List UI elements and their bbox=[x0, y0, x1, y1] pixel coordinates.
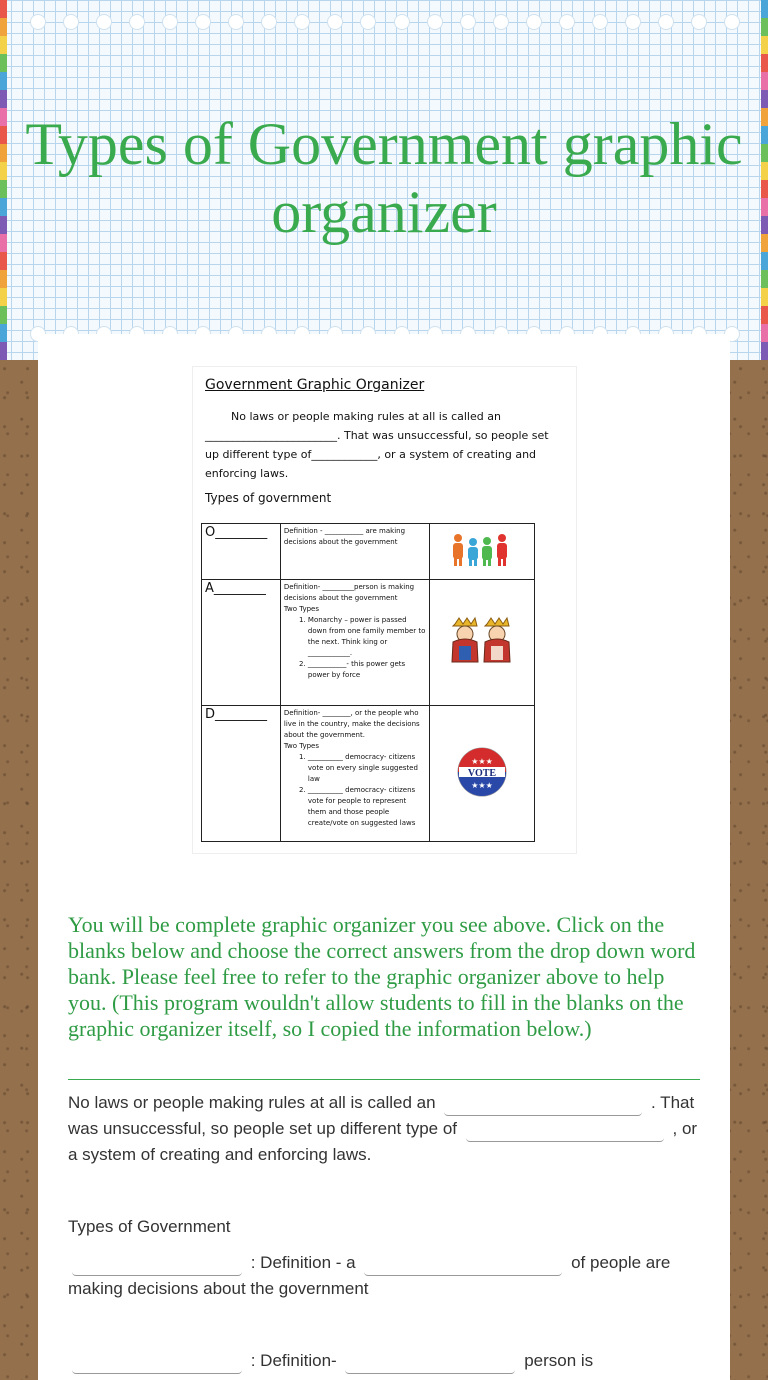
page-title: Types of Government graphic organizer bbox=[25, 111, 743, 245]
svg-text:★★★: ★★★ bbox=[471, 780, 493, 790]
q2-text-2: of people are making decisions about the government bbox=[68, 1253, 671, 1298]
organizer-types-heading: Types of government bbox=[205, 491, 332, 505]
types-list bbox=[284, 752, 426, 829]
svg-text:★★★: ★★★ bbox=[471, 756, 493, 766]
organizer-title: Government Graphic Organizer bbox=[205, 377, 425, 393]
king-queen-icon bbox=[430, 580, 535, 706]
list-item: 2. ___________- this power gets power by force bbox=[308, 659, 426, 681]
row-definition bbox=[280, 524, 429, 580]
q1-text-1: No laws or people making rules at all is called an bbox=[68, 1093, 436, 1112]
oligarchy-blank-dropdown[interactable] bbox=[72, 1253, 242, 1276]
two-types-label: Two Types bbox=[283, 742, 319, 750]
q2-text-1: : Definition - a bbox=[250, 1253, 356, 1272]
q3-text-1: : Definition- bbox=[250, 1351, 337, 1370]
row-definition bbox=[280, 580, 429, 706]
row-letter: A________ bbox=[202, 580, 281, 706]
types-of-government-heading: Types of Government bbox=[68, 1217, 231, 1236]
worksheet-card bbox=[38, 334, 730, 1380]
divider bbox=[68, 1079, 700, 1080]
autocracy-blank-dropdown[interactable] bbox=[72, 1351, 242, 1374]
vote-button-icon bbox=[430, 706, 535, 842]
row-definition bbox=[280, 706, 429, 842]
q1-text-2: . That was unsuccessful, so people set up different type of bbox=[68, 1093, 695, 1138]
two-types-label: Two Types bbox=[283, 605, 319, 613]
graphic-organizer-image bbox=[192, 366, 577, 854]
types-list bbox=[284, 615, 426, 681]
question-3 bbox=[68, 1348, 698, 1374]
anarchy-blank-dropdown[interactable] bbox=[444, 1093, 642, 1116]
organizer-row-o bbox=[202, 524, 535, 580]
binder-holes-top bbox=[30, 14, 740, 32]
people-group-icon bbox=[430, 524, 535, 580]
q1-text-3: , or a system of creating and enforcing laws. bbox=[68, 1119, 698, 1164]
government-blank-dropdown[interactable] bbox=[466, 1119, 664, 1142]
definition-text: Definition- ________, or the people who live in the country, make the decisions about the government. bbox=[283, 709, 420, 739]
definition-text: Definition- _________person is making decisions about the government bbox=[283, 583, 415, 602]
organizer-table bbox=[201, 523, 535, 842]
instructions-text: You will be complete graphic organizer you see above. Click on the blanks below and choose the correct answers from the drop down word bank. Please feel free to refer to the graphic organizer above to help you. (This program wouldn't allow students to fill in the blanks on the graphic organizer itself, so I copied the information below.) bbox=[68, 912, 696, 1041]
list-item: 1. Monarchy – power is passed down from one family member to the next. Think king or ____________. bbox=[308, 615, 426, 659]
definition-text: Definition - ___________ are making decisions about the government bbox=[283, 527, 406, 546]
organizer-intro: No laws or people making rules at all is called an ________________________. That was unsuccessful, so people set up different type of____________, or a system of creating and enforcing laws. bbox=[205, 410, 549, 480]
question-2 bbox=[68, 1250, 698, 1302]
row-letter: O________ bbox=[202, 524, 281, 580]
list-item: 1. __________ democracy- citizens vote on every single suggested law bbox=[308, 752, 426, 785]
vote-label: VOTE bbox=[468, 767, 497, 779]
row-letter: D________ bbox=[202, 706, 281, 842]
one-person-blank-dropdown[interactable] bbox=[345, 1351, 515, 1374]
question-1 bbox=[68, 1090, 698, 1168]
organizer-row-a bbox=[202, 580, 535, 706]
list-item: 2. __________ democracy- citizens vote for people to represent them and those people create/vote on suggested laws bbox=[308, 785, 426, 829]
small-group-blank-dropdown[interactable] bbox=[364, 1253, 562, 1276]
graph-paper-header bbox=[0, 0, 768, 360]
q3-text-2: person is bbox=[524, 1351, 594, 1370]
organizer-row-d bbox=[202, 706, 535, 842]
